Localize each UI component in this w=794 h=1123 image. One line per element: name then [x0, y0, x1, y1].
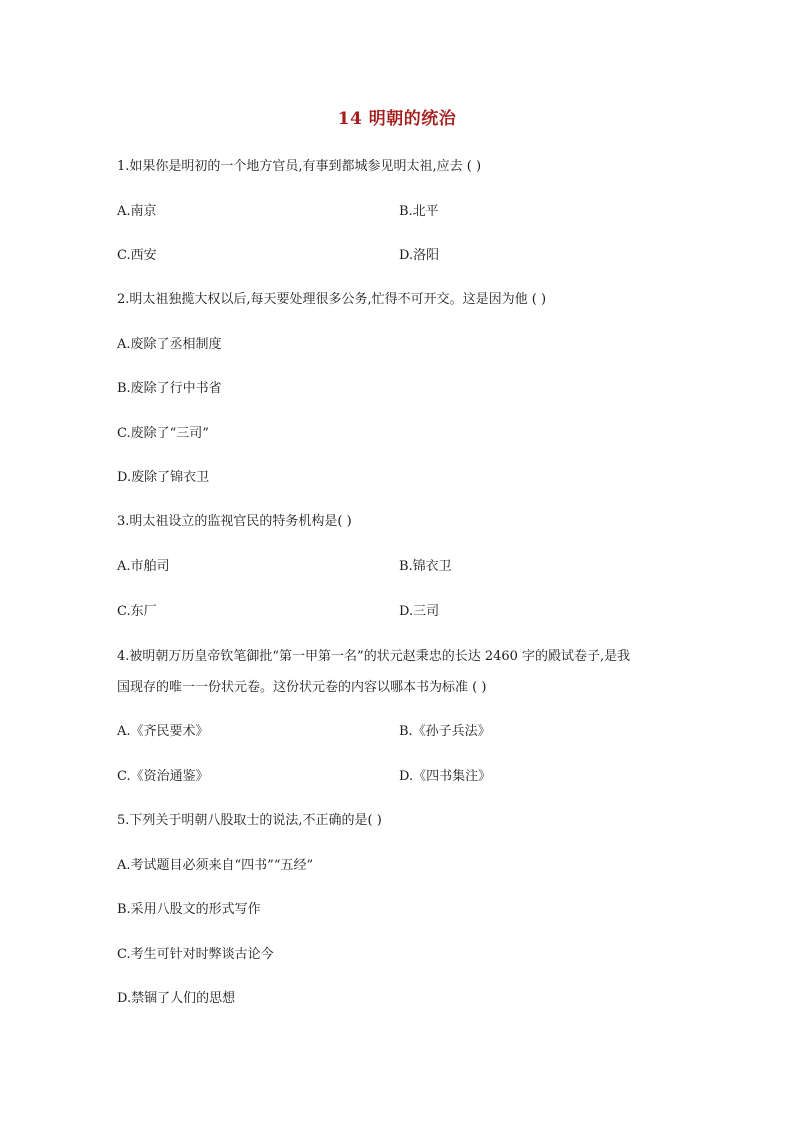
question-5-option-b: B.采用八股文的形式写作	[117, 902, 261, 917]
question-1-option-b: B.北平	[399, 204, 439, 219]
question-4-option-a: A.《齐民要术》	[117, 724, 209, 739]
question-3-option-c: C.东厂	[117, 604, 157, 619]
question-4-option-b: B.《孙子兵法》	[399, 724, 491, 739]
page-title: 14 明朝的统治	[337, 109, 457, 129]
question-4-option-d: D.《四书集注》	[399, 769, 492, 784]
question-5-stem: 5.下列关于明朝八股取士的说法,不正确的是( )	[117, 813, 382, 828]
question-3-option-a: A.市舶司	[117, 559, 170, 574]
question-1-option-a: A.南京	[117, 204, 157, 219]
question-2-option-d: D.废除了锦衣卫	[117, 470, 210, 485]
question-4-stem-line-2: 国现存的唯一一份状元卷。这份状元卷的内容以哪本书为标准 ( )	[117, 680, 487, 695]
question-4-option-c: C.《资治通鉴》	[117, 769, 209, 784]
question-3-option-d: D.三司	[399, 604, 440, 619]
question-5-option-c: C.考生可针对时弊谈古论今	[117, 947, 274, 962]
question-2-option-b: B.废除了行中书省	[117, 381, 222, 396]
question-5-option-d: D.禁锢了人们的思想	[117, 991, 236, 1006]
question-4-stem-line-1: 4.被明朝万历皇帝钦笔御批“第一甲第一名”的状元赵秉忠的长达 2460 字的殿试卷子,是我	[117, 649, 631, 664]
question-3-stem: 3.明太祖设立的监视官民的特务机构是( )	[117, 514, 352, 529]
question-3-option-b: B.锦衣卫	[399, 559, 452, 574]
question-1-option-c: C.西安	[117, 248, 157, 263]
question-1-stem: 1.如果你是明初的一个地方官员,有事到都城参见明太祖,应去 ( )	[117, 159, 482, 174]
question-1-option-d: D.洛阳	[399, 248, 440, 263]
question-2-option-a: A.废除了丞相制度	[117, 337, 222, 352]
question-5-option-a: A.考试题目必须来自“四书”“五经”	[117, 858, 314, 873]
question-2-option-c: C.废除了“三司”	[117, 426, 209, 441]
question-2-stem: 2.明太祖独揽大权以后,每天要处理很多公务,忙得不可开交。这是因为他 ( )	[117, 292, 547, 307]
